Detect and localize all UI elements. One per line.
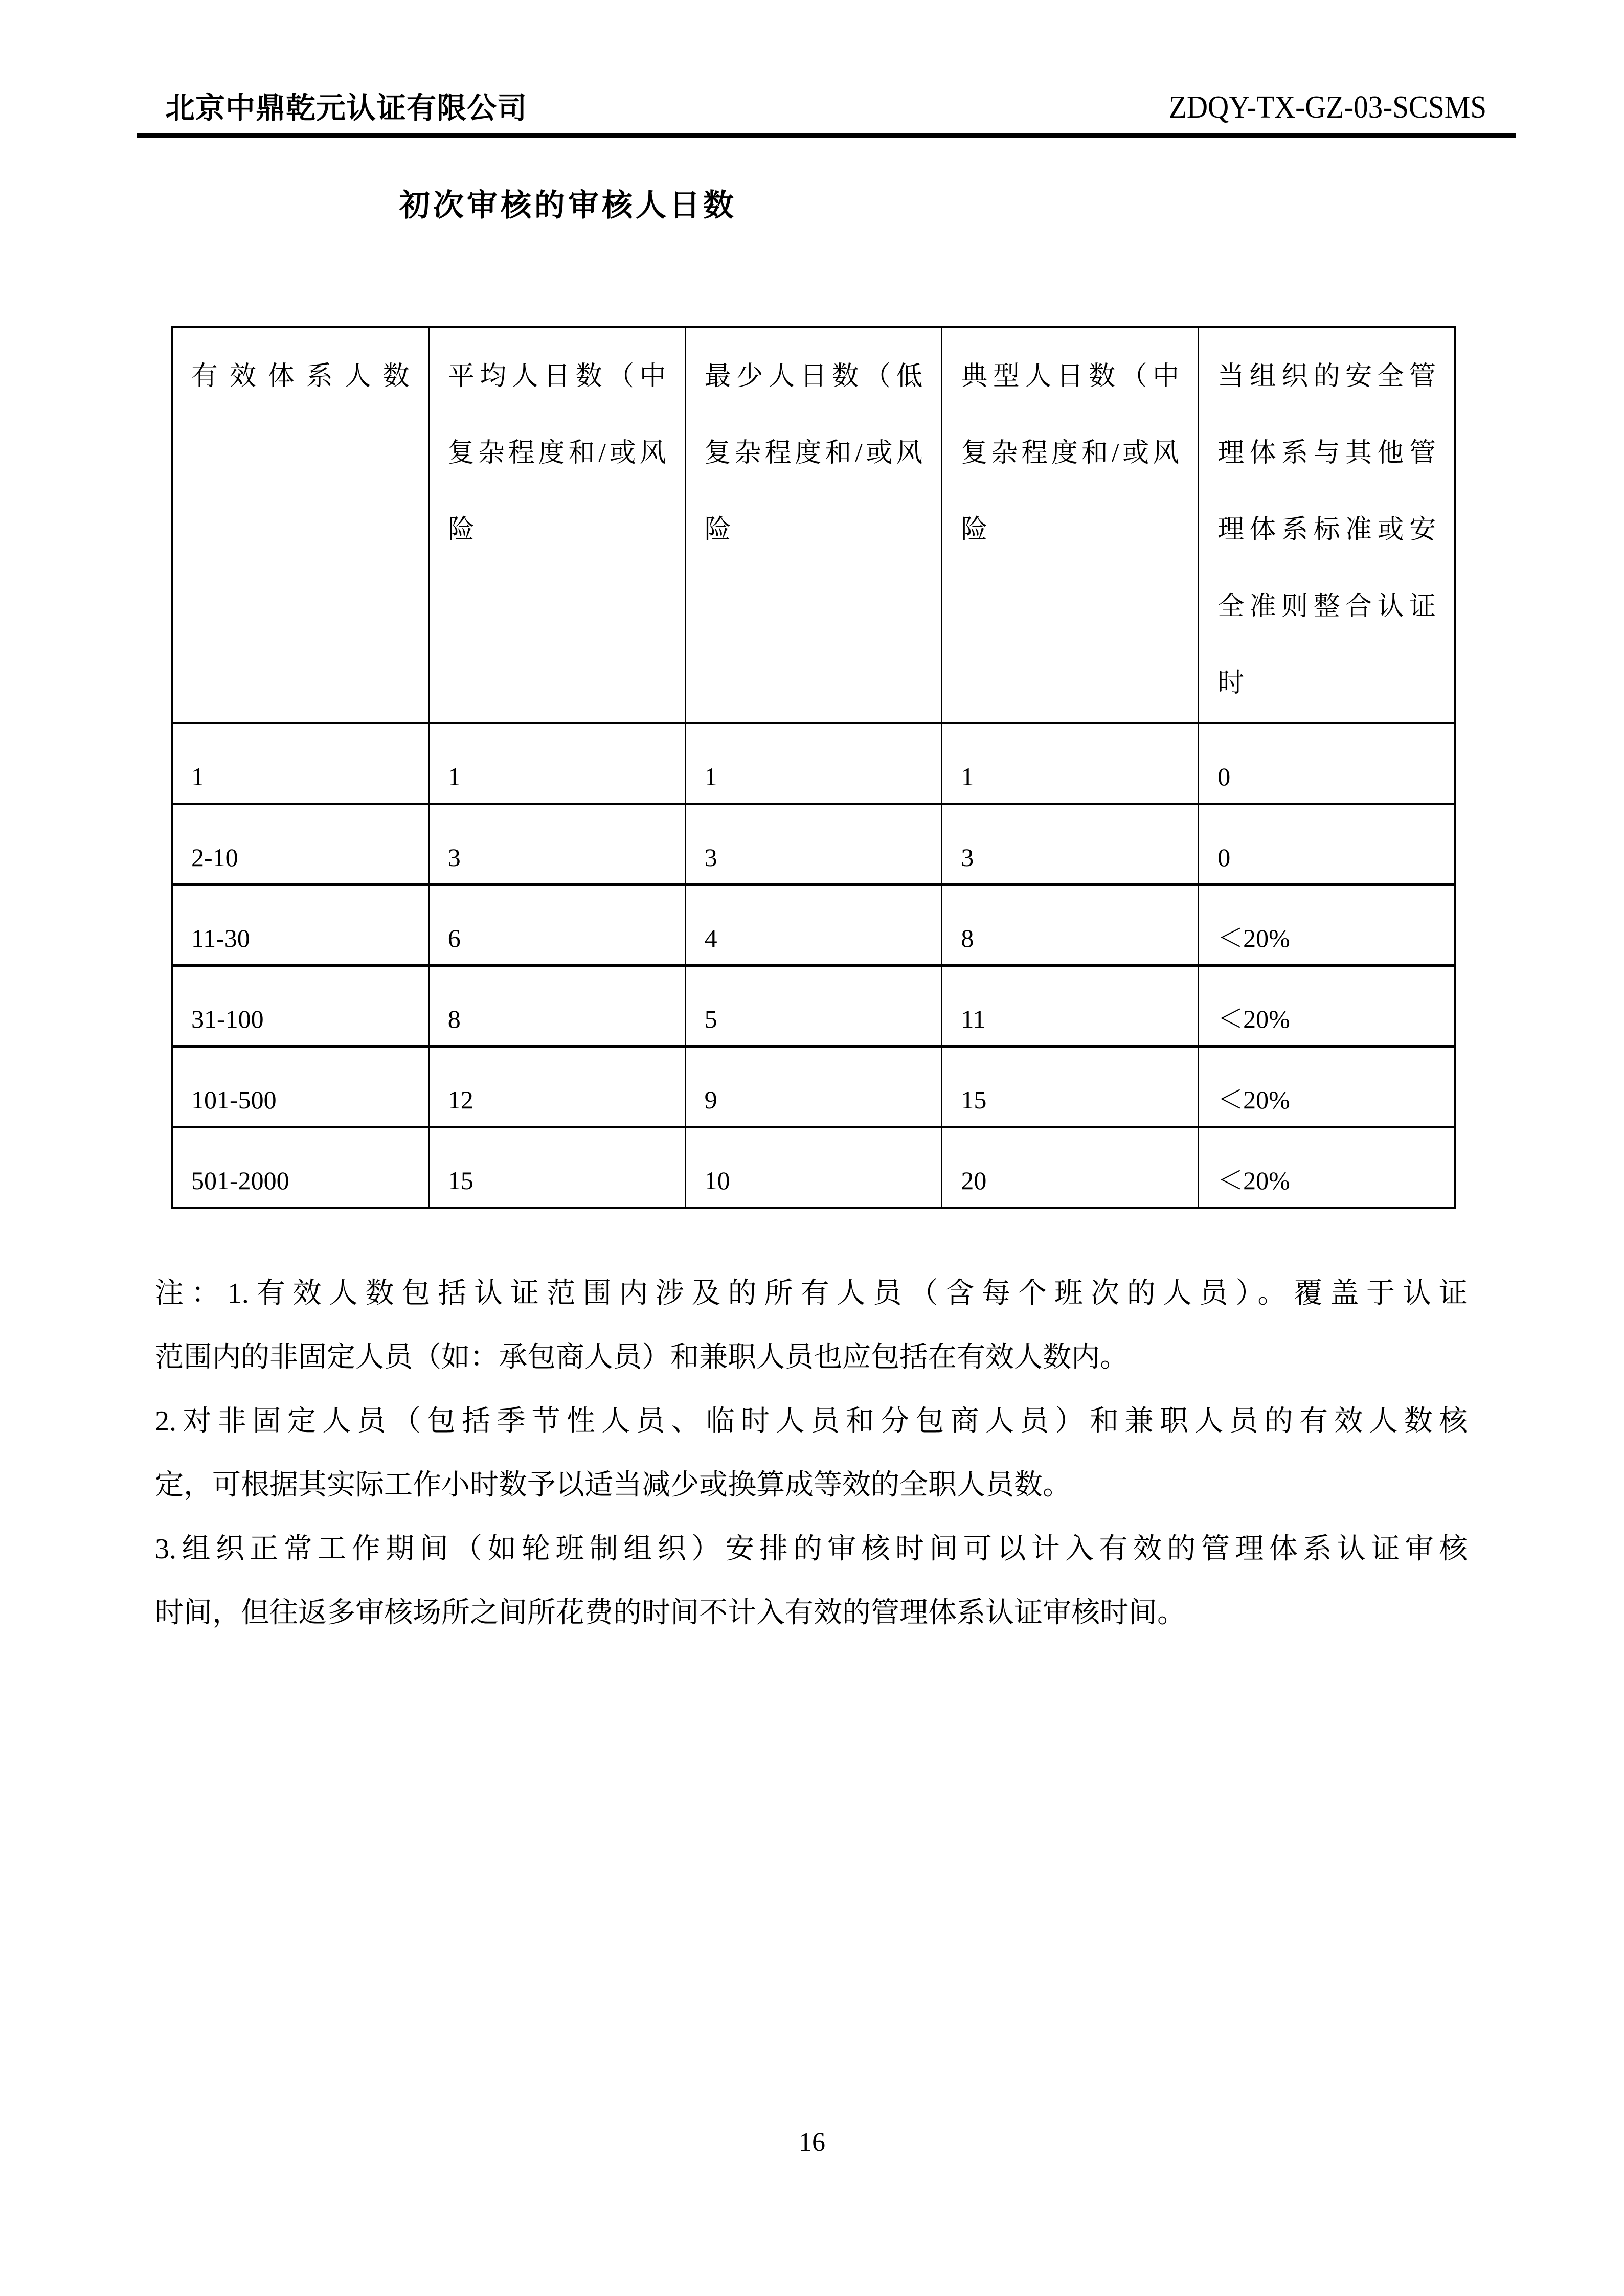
table-cell: 20	[942, 1127, 1199, 1208]
table-header-cell-0	[172, 327, 429, 723]
page-header	[137, 0, 1516, 138]
table-cell: 3	[428, 804, 685, 885]
page-title: 初次审核的审核人日数	[399, 189, 737, 222]
table-cell: 3	[942, 804, 1199, 885]
header-line: 理体系与其他管	[1217, 439, 1436, 468]
note-line: 注：1.有效人数包括认证范围内涉及的所有人员（含每个班次的人员）。覆盖于认证	[155, 1278, 1468, 1309]
table-header-cell-1	[428, 327, 685, 723]
note-line: 定，可根据其实际工作小时数予以适当减少或换算成等效的全职人员数。	[155, 1469, 1071, 1501]
header-line: 理体系标准或安	[1217, 515, 1436, 544]
table-cell: ＜20%	[1199, 966, 1455, 1047]
table-cell: 1	[685, 723, 942, 804]
notes-block	[155, 1262, 1468, 1645]
table-cell: 501-2000	[172, 1127, 429, 1208]
table-row	[172, 723, 1455, 804]
audit-days-table	[171, 326, 1456, 1209]
header-line: 平均人日数（中	[447, 362, 666, 391]
table-header-row	[172, 327, 1455, 723]
table-cell: 1	[942, 723, 1199, 804]
header-line: 险	[704, 515, 731, 544]
table-cell: 0	[1199, 804, 1455, 885]
document-code: ZDQY-TX-GZ-03-SCSMS	[1168, 90, 1486, 125]
table-cell: 31-100	[172, 966, 429, 1047]
table-cell: ＜20%	[1199, 1047, 1455, 1127]
table-body	[172, 723, 1455, 1208]
table-head	[172, 327, 1455, 723]
table-cell: 15	[428, 1127, 685, 1208]
note-line: 3.组织正常工作期间（如轮班制组织）安排的审核时间可以计入有效的管理体系认证审核	[155, 1533, 1468, 1565]
table-cell: 6	[428, 885, 685, 966]
table-cell: 3	[685, 804, 942, 885]
header-line: 险	[447, 515, 475, 544]
table-cell: 8	[428, 966, 685, 1047]
header-line: 全准则整合认证	[1217, 592, 1436, 621]
table-cell: 15	[942, 1047, 1199, 1127]
header-line: 险	[961, 515, 988, 544]
header-line: 最少人日数（低	[704, 362, 923, 391]
header-line: 复杂程度和/或风	[961, 439, 1180, 468]
table-cell: 1	[172, 723, 429, 804]
table-cell: 11-30	[172, 885, 429, 966]
table-cell: 8	[942, 885, 1199, 966]
table-cell: ＜20%	[1199, 1127, 1455, 1208]
header-line: 复杂程度和/或风	[447, 439, 666, 468]
table-header-cell-3	[942, 327, 1199, 723]
header-line: 复杂程度和/或风	[704, 439, 923, 468]
note-line: 2.对非固定人员（包括季节性人员、临时人员和分包商人员）和兼职人员的有效人数核	[155, 1405, 1468, 1437]
table-cell: 5	[685, 966, 942, 1047]
table-cell: 0	[1199, 723, 1455, 804]
table-cell: ＜20%	[1199, 885, 1455, 966]
table-cell: 12	[428, 1047, 685, 1127]
note-line: 范围内的非固定人员（如：承包商人员）和兼职人员也应包括在有效人数内。	[155, 1342, 1129, 1373]
table-row	[172, 1047, 1455, 1127]
header-line: 时	[1217, 669, 1245, 698]
header-line: 典型人日数（中	[961, 362, 1180, 391]
table-row	[172, 1127, 1455, 1208]
page-number: 16	[799, 2128, 825, 2157]
company-name: 北京中鼎乾元认证有限公司	[165, 92, 528, 125]
table-row	[172, 885, 1455, 966]
table-cell: 9	[685, 1047, 942, 1127]
note-line: 时间，但往返多审核场所之间所花费的时间不计入有效的管理体系认证审核时间。	[155, 1597, 1186, 1629]
table-header-cell-4	[1199, 327, 1455, 723]
table-header-cell-2	[685, 327, 942, 723]
header-line: 有效体系人数	[191, 362, 410, 391]
header-line: 当组织的安全管	[1217, 362, 1436, 391]
table-row	[172, 966, 1455, 1047]
table-cell: 4	[685, 885, 942, 966]
table-cell: 11	[942, 966, 1199, 1047]
table-cell: 101-500	[172, 1047, 429, 1127]
table-row	[172, 804, 1455, 885]
table-cell: 10	[685, 1127, 942, 1208]
table-cell: 2-10	[172, 804, 429, 885]
table-cell: 1	[428, 723, 685, 804]
